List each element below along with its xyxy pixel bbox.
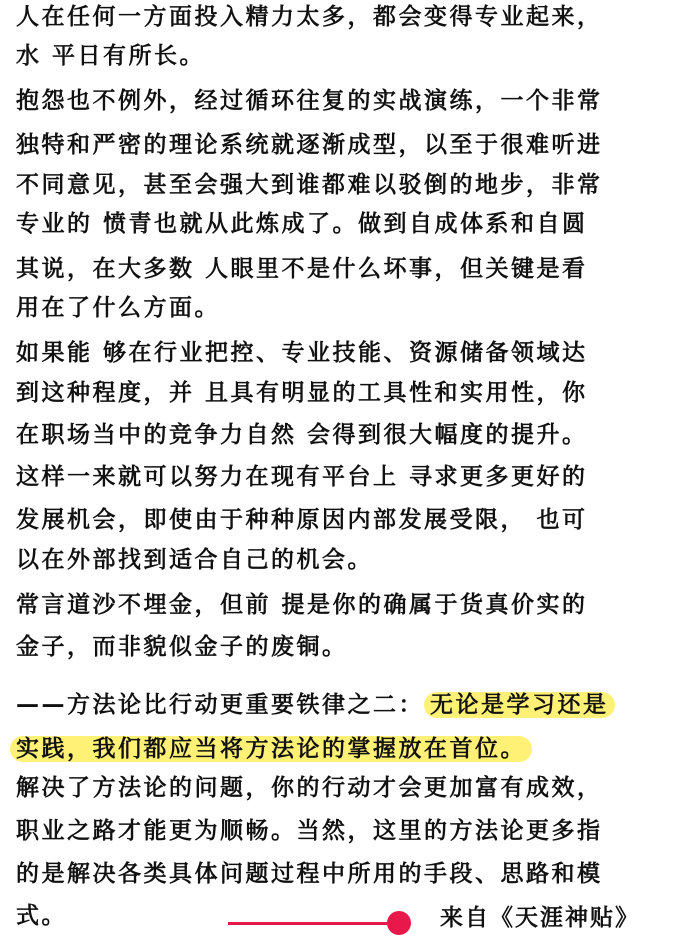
highlighted-text: 无论是学习还是 [424,692,615,718]
highlighted-text: 实践，我们都应当将方法论的掌握放在首位。 [10,736,532,762]
text-line: 发展机会，即使由于种种原因内部发展受限， 也可 [16,507,588,533]
footer-dot-icon [387,911,411,935]
text-line: 水 平日有所长。 [16,43,206,69]
text-line: 到这种程度，并 且具有明显的工具性和实用性，你 [16,380,588,406]
text-line: 用在了什么方面。 [16,295,220,321]
text-line: 金子，而非貌似金子的废铜。 [16,634,348,660]
text-line: 常言道沙不埋金，但前 提是你的确属于货真价实的 [16,592,588,618]
text-line: 如果能 够在行业把控、专业技能、资源储备领域达 [16,340,588,366]
text-line: 式。 [16,903,67,929]
source-attribution: 来自《天涯神贴》 [440,905,640,931]
text-line: 不同意见，甚至会强大到谁都难以驳倒的地步，非常 [16,172,603,198]
text-line: 这样一来就可以努力在现有平台上 寻求更多更好的 [16,464,588,490]
rule-heading: ——方法论比行动更重要铁律之二： [16,692,424,718]
rule-highlight-line [10,734,532,764]
text-line: 其说，在大多数 人眼里不是什么坏事，但关键是看 [16,256,588,282]
text-line: 职业之路才能更为顺畅。当然，这里的方法论更多指 [16,818,603,844]
text-line: 抱怨也不例外，经过循环往复的实战演练，一个非常 [16,88,603,114]
footer-divider-line [228,922,394,925]
text-line: 以在外部找到适合自己的机会。 [16,547,373,573]
text-line: 在职场当中的竞争力自然 会得到很大幅度的提升。 [16,422,588,448]
text-line: 解决了方法论的问题，你的行动才会更加富有成效， [16,775,603,801]
text-line: 的是解决各类具体问题过程中所用的手段、思路和模 [16,861,603,887]
rule-heading-line [16,690,615,720]
text-line: 专业的 愤青也就从此炼成了。做到自成体系和自圆 [16,211,588,237]
text-line: 独特和严密的理论系统就逐渐成型，以至于很难听进 [16,132,603,158]
text-line: 人在任何一方面投入精力太多，都会变得专业起来， [16,4,603,30]
